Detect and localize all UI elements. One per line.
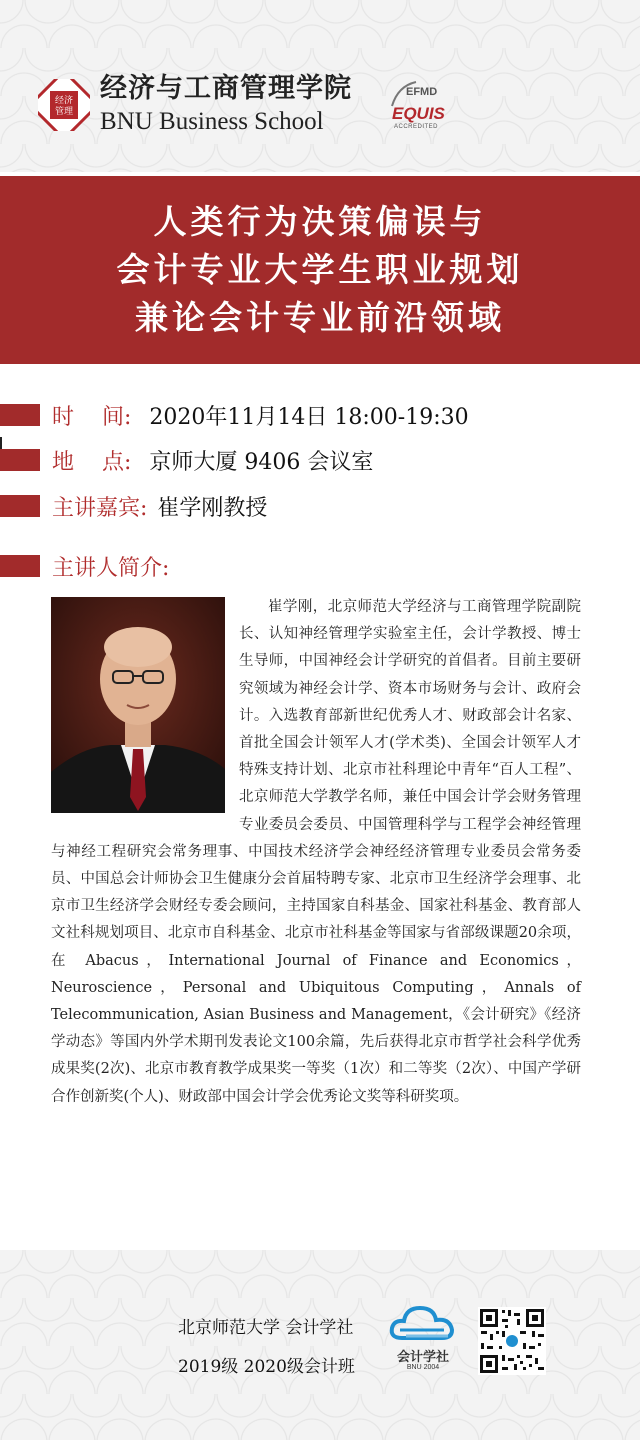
footer-org-line: 北京师范大学 会计学社 (178, 1318, 354, 1338)
seal-text-top: 经济 (54, 96, 74, 106)
title-line-3: 兼论会计专业前沿领域 (135, 298, 505, 337)
speaker-bio-text: 崔学刚，北京师范大学经济与工商管理学院副院长、认知神经管理学实验室主任，会计学教授、博士生导师，中国神经会计学研究的首倡者。目前主要研究领域为神经会计学、资本市场财务与会计、政府会计。入选教育部新世纪优秀人才、财政部会计名家、首批全国会计领军人才(学术类)、全国会计领军人才特殊支持计划、北京市社科理论中青年“百人工程”、北京师范大学教学名师，兼任中国会计学会财务管理专业委员会委员、中国管理科学与工程学会神经管理与神经工程研究会常务理事、中国技术经济学会神经经济管理专业委员会常务委员、中国总会计师协会卫生健康分会首届特聘专家、北京市卫生经济学会理事、北京市卫生经济学会财经专委会顾问，主持国家自科基金、国家社科基金、教育部人文社科规划项目、北京市自科基金、北京市社科基金等国家与省部级课题20余项，在 Abacus，International Journal of Finance and Economics，Neuroscience，Personal and Ubiquitous Computing，Annals of Telecommunication, Asian Business and Management，《会计研究》《经济学动态》等国内外学术期刊发表论文100余篇，先后获得北京市哲学社会科学优秀成果奖(2次)、北京市教育教学成果奖一等奖（1次）和二等奖（2次）、中国产学研合作创新奖(个人)、财政部中国会计学会优秀论文奖等科研奖项。 (51, 599, 581, 1105)
qr-code-icon[interactable] (478, 1307, 546, 1375)
school-name-en: BNU Business School (100, 108, 324, 135)
speaker-value: 崔学刚教授 (157, 495, 268, 521)
school-seal-icon (38, 79, 90, 131)
time-label: 时 间: (52, 404, 132, 430)
title-banner (0, 176, 640, 364)
bio-heading-row (0, 549, 169, 583)
place-row (0, 443, 373, 477)
speaker-photo (51, 597, 225, 813)
efmd-text: EFMD (406, 86, 438, 98)
seal-text-bottom: 管理 (54, 107, 74, 117)
time-marker-bar (0, 404, 40, 426)
speaker-marker-bar (0, 495, 40, 517)
title-line-1: 人类行为决策偏误与 (153, 202, 487, 241)
equis-accreditation-logo (384, 80, 454, 135)
time-value: 2020年11月14日 18:00-19:30 (149, 404, 469, 430)
equis-text: EQUIS (392, 104, 445, 123)
place-label: 地 点: (52, 449, 132, 475)
footer-class-line: 2019级 2020级会计班 (178, 1357, 355, 1377)
place-value: 京师大厦 9406 会议室 (149, 449, 374, 475)
speaker-label: 主讲嘉宾: (52, 495, 148, 521)
bio-marker-bar (0, 555, 40, 577)
title-line-2: 会计专业大学生职业规划 (116, 250, 524, 289)
accounting-club-logo (388, 1300, 458, 1380)
accredited-text: ACCREDITED (394, 124, 439, 130)
bio-heading: 主讲人简介: (52, 555, 170, 581)
cloud-icon (388, 1300, 458, 1346)
club-logo-sub: BNU 2004 (406, 1364, 440, 1371)
school-name-cn: 经济与工商管理学院 (100, 73, 352, 104)
speaker-row (0, 489, 267, 523)
place-marker-bar (0, 449, 40, 471)
time-row (0, 398, 469, 432)
school-logo (38, 70, 352, 140)
club-logo-name: 会计学社 (396, 1350, 449, 1365)
